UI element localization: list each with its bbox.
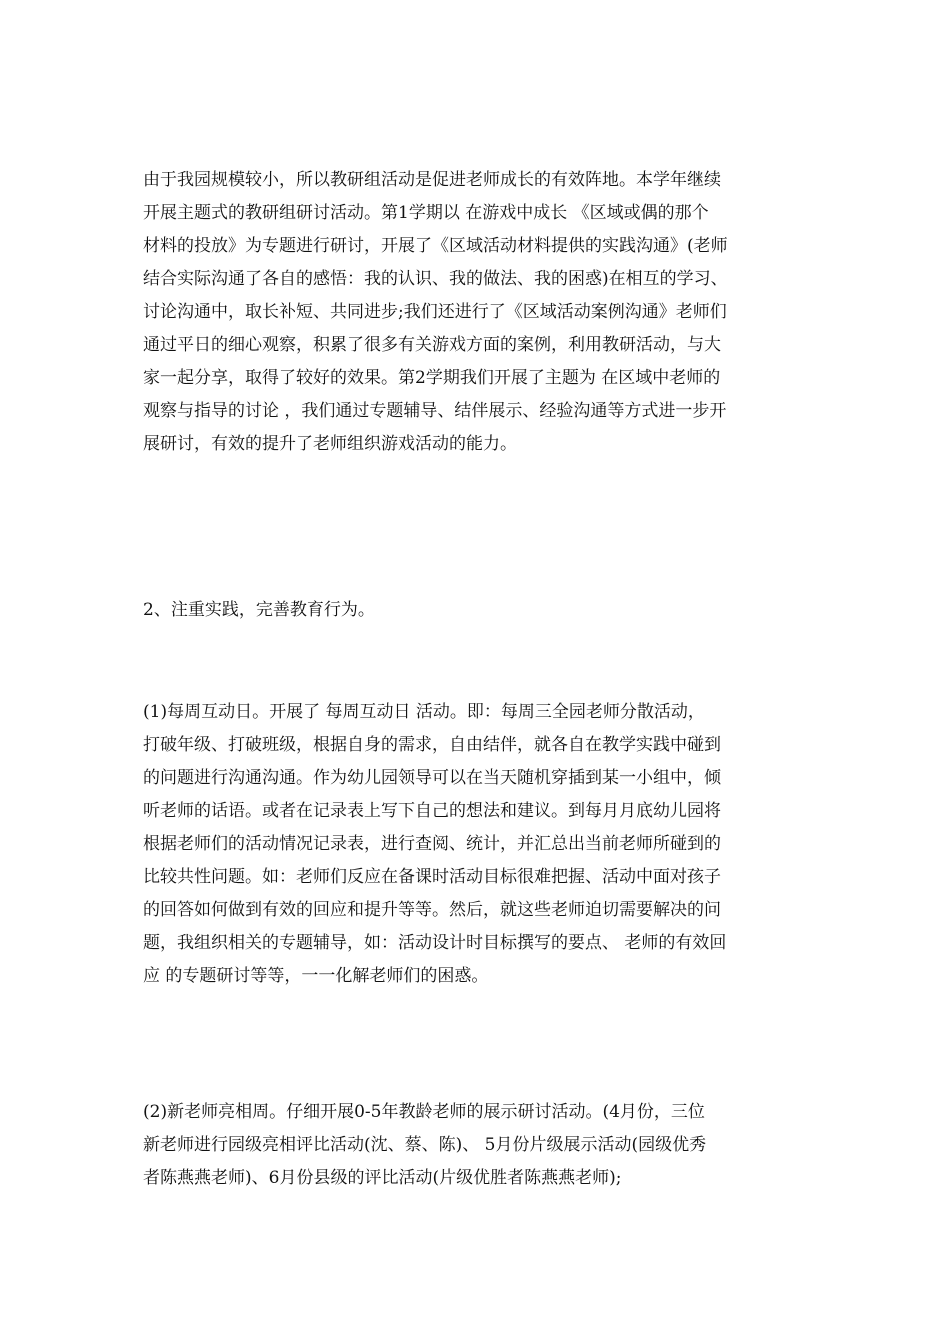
paragraph-line: 听老师的话语。或者在记录表上写下自己的想法和建议。到每月月底幼儿园将 <box>143 801 721 821</box>
heading-line: 2、注重实践，完善教育行为。 <box>143 600 375 620</box>
paragraph-line: 通过平日的细心观察，积累了很多有关游戏方面的案例，利用教研活动，与大 <box>143 335 721 355</box>
paragraph-line: 展研讨，有效的提升了老师组织游戏活动的能力。 <box>143 434 517 454</box>
paragraph-line: 的问题进行沟通沟通。作为幼儿园领导可以在当天随机穿插到某一小组中，倾 <box>143 768 721 788</box>
paragraph-line: 新老师进行园级亮相评比活动(沈、蔡、陈)、 5月份片级展示活动(园级优秀 <box>143 1135 707 1155</box>
paragraph-line: (1)每周互动日。开展了 每周互动日 活动。即：每周三全园老师分散活动， <box>143 702 705 722</box>
paragraph-line: 比较共性问题。如：老师们反应在备课时活动目标很难把握、活动中面对孩子 <box>143 867 721 887</box>
paragraph-line: 题，我组织相关的专题辅导，如：活动设计时目标撰写的要点、 老师的有效回 <box>143 933 727 953</box>
paragraph-line: 讨论沟通中，取长补短、共同进步;我们还进行了《区域活动案例沟通》老师们 <box>143 302 727 322</box>
paragraph-line: 家一起分享，取得了较好的效果。第2学期我们开展了主题为 在区域中老师的 <box>143 368 721 388</box>
paragraph-line: 开展主题式的教研组研讨活动。第1学期以 在游戏中成长 《区域或偶的那个 <box>143 203 709 223</box>
paragraph-line: (2)新老师亮相周。仔细开展0-5年教龄老师的展示研讨活动。(4月份，三位 <box>143 1102 705 1122</box>
paragraph-line: 材料的投放》为专题进行研讨，开展了《区域活动材料提供的实践沟通》(老师 <box>143 236 728 256</box>
paragraph-line: 打破年级、打破班级，根据自身的需求，自由结伴，就各自在教学实践中碰到 <box>143 735 721 755</box>
paragraph-line: 观察与指导的讨论 ，我们通过专题辅导、结伴展示、经验沟通等方式进一步开 <box>143 401 727 421</box>
paragraph-line: 的回答如何做到有效的回应和提升等等。然后，就这些老师迫切需要解决的问 <box>143 900 721 920</box>
paragraph-weekly-interaction-day <box>143 696 813 993</box>
section-heading <box>143 594 813 627</box>
paragraph-line: 由于我园规模较小，所以教研组活动是促进老师成长的有效阵地。本学年继续 <box>143 170 721 190</box>
paragraph-line: 结合实际沟通了各自的感悟：我的认识、我的做法、我的困惑)在相互的学习、 <box>143 269 728 289</box>
paragraph-line: 应 的专题研讨等等，一一化解老师们的困惑。 <box>143 966 489 986</box>
paragraph-line: 根据老师们的活动情况记录表，进行查阅、统计，并汇总出当前老师所碰到的 <box>143 834 721 854</box>
paragraph-line: 者陈燕燕老师)、6月份县级的评比活动(片级优胜者陈燕燕老师); <box>143 1168 622 1188</box>
paragraph-new-teacher-week <box>143 1096 813 1195</box>
paragraph-teaching-research <box>143 164 813 461</box>
